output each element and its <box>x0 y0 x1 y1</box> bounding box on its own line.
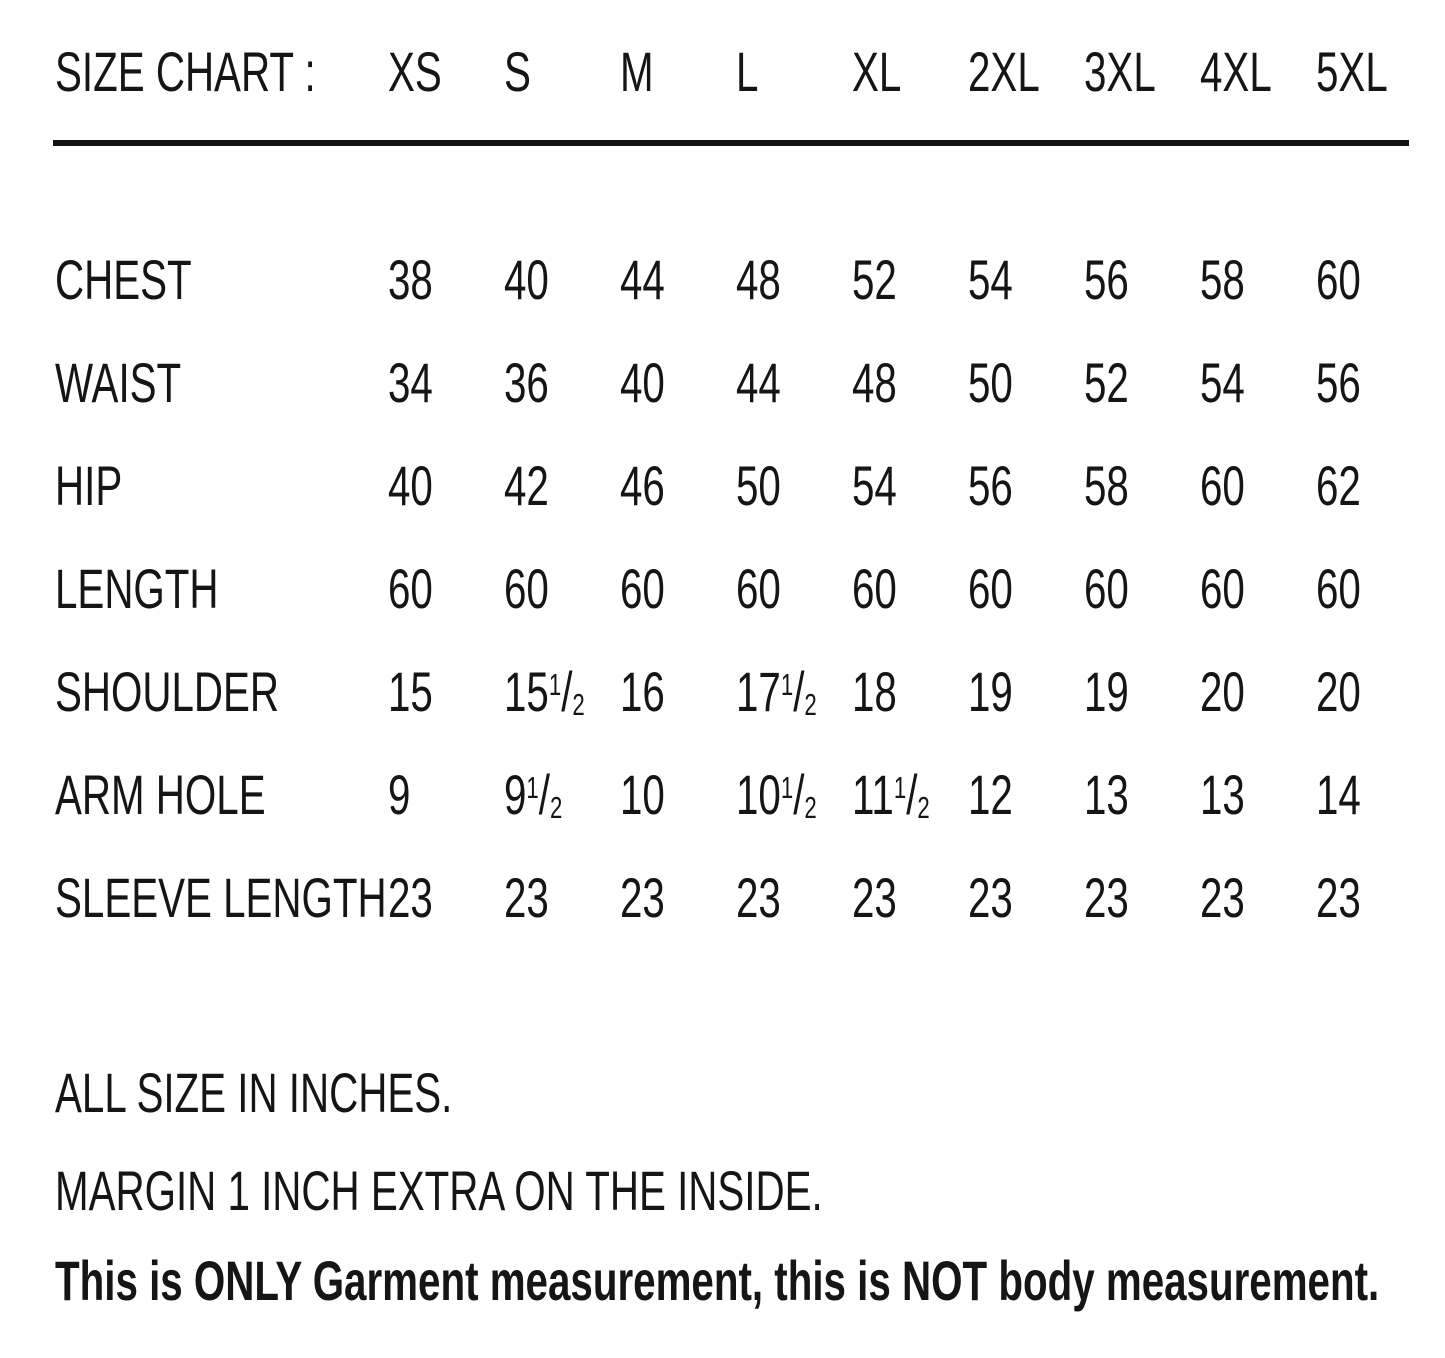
cell-arm-hole-m <box>620 743 736 846</box>
cell-waist-4xl <box>1200 331 1316 434</box>
cell-shoulder-2xl <box>968 640 1084 743</box>
cell-length-xl-text: 60 <box>852 556 897 620</box>
cell-shoulder-4xl <box>1200 640 1316 743</box>
cell-arm-hole-4xl-text: 13 <box>1200 762 1245 826</box>
cell-waist-m <box>620 331 736 434</box>
cell-shoulder-xs-text: 15 <box>388 659 433 723</box>
cell-length-5xl <box>1316 537 1432 640</box>
cell-length-3xl-text: 60 <box>1084 556 1129 620</box>
cell-shoulder-3xl-text: 19 <box>1084 659 1129 723</box>
cell-shoulder-l <box>736 640 852 743</box>
row-label-hip <box>55 434 388 537</box>
cell-length-2xl <box>968 537 1084 640</box>
cell-hip-2xl-text: 56 <box>968 453 1013 517</box>
cell-length-4xl-text: 60 <box>1200 556 1245 620</box>
cell-arm-hole-xs-text: 9 <box>388 762 411 826</box>
col-header-xs-text: XS <box>388 40 442 104</box>
cell-arm-hole-2xl <box>968 743 1084 846</box>
cell-sleeve-length-4xl <box>1200 846 1316 949</box>
row-label-sleeve-length-text: SLEEVE LENGTH <box>55 865 387 929</box>
col-header-4xl <box>1200 28 1316 116</box>
col-header-3xl <box>1084 28 1200 116</box>
cell-arm-hole-xs <box>388 743 504 846</box>
cell-arm-hole-4xl <box>1200 743 1316 846</box>
col-header-5xl-text: 5XL <box>1316 40 1388 104</box>
cell-arm-hole-5xl <box>1316 743 1432 846</box>
cell-sleeve-length-3xl-text: 23 <box>1084 865 1129 929</box>
col-header-xl-text: XL <box>852 40 902 104</box>
cell-waist-xs <box>388 331 504 434</box>
cell-arm-hole-3xl <box>1084 743 1200 846</box>
cell-shoulder-2xl-text: 19 <box>968 659 1013 723</box>
cell-sleeve-length-2xl-text: 23 <box>968 865 1013 929</box>
cell-chest-3xl-text: 56 <box>1084 247 1129 311</box>
cell-hip-xs <box>388 434 504 537</box>
cell-length-5xl-text: 60 <box>1316 556 1361 620</box>
cell-sleeve-length-m <box>620 846 736 949</box>
cell-waist-l-text: 44 <box>736 350 781 414</box>
row-label-arm-hole <box>55 743 388 846</box>
cell-sleeve-length-xl-text: 23 <box>852 865 897 929</box>
cell-sleeve-length-xs <box>388 846 504 949</box>
cell-chest-xl <box>852 228 968 331</box>
cell-length-s <box>504 537 620 640</box>
row-label-chest-text: CHEST <box>55 247 192 311</box>
cell-arm-hole-xl-text: $11^1/2$ <box>852 762 930 826</box>
cell-waist-4xl-text: 54 <box>1200 350 1245 414</box>
cell-length-l <box>736 537 852 640</box>
cell-arm-hole-xl <box>852 743 968 846</box>
note-all-sizes-in-inches <box>55 1050 607 1135</box>
cell-sleeve-length-m-text: 23 <box>620 865 665 929</box>
cell-hip-l-text: 50 <box>736 453 781 517</box>
cell-waist-l <box>736 331 852 434</box>
cell-sleeve-length-5xl-text: 23 <box>1316 865 1361 929</box>
size-table <box>55 228 1432 949</box>
cell-chest-s <box>504 228 620 331</box>
cell-shoulder-m-text: 16 <box>620 659 665 723</box>
divider-line <box>53 140 1409 146</box>
cell-chest-2xl <box>968 228 1084 331</box>
cell-sleeve-length-s-text: 23 <box>504 865 549 929</box>
row-label-sleeve-length <box>55 846 388 949</box>
cell-hip-5xl-text: 62 <box>1316 453 1361 517</box>
cell-shoulder-4xl-text: 20 <box>1200 659 1245 723</box>
row-label-shoulder <box>55 640 388 743</box>
cell-chest-3xl <box>1084 228 1200 331</box>
col-header-s <box>504 28 620 116</box>
cell-waist-xl-text: 48 <box>852 350 897 414</box>
cell-shoulder-3xl <box>1084 640 1200 743</box>
cell-arm-hole-2xl-text: 12 <box>968 762 1013 826</box>
cell-sleeve-length-xl <box>852 846 968 949</box>
row-label-arm-hole-text: ARM HOLE <box>55 762 266 826</box>
note-garment-text: This is ONLY Garment measurement, this is NOT body measurement. <box>55 1248 1380 1312</box>
size-chart-title-text: SIZE CHART : <box>55 40 316 104</box>
col-header-5xl <box>1316 28 1432 116</box>
cell-waist-5xl <box>1316 331 1432 434</box>
cell-arm-hole-l-text: $10^1/2$ <box>736 762 817 826</box>
cell-chest-xs-text: 38 <box>388 247 433 311</box>
cell-waist-5xl-text: 56 <box>1316 350 1361 414</box>
cell-arm-hole-m-text: 10 <box>620 762 665 826</box>
cell-length-m-text: 60 <box>620 556 665 620</box>
col-header-xl <box>852 28 968 116</box>
cell-chest-xs <box>388 228 504 331</box>
col-header-2xl <box>968 28 1084 116</box>
cell-sleeve-length-4xl-text: 23 <box>1200 865 1245 929</box>
cell-hip-2xl <box>968 434 1084 537</box>
cell-length-l-text: 60 <box>736 556 781 620</box>
cell-waist-xl <box>852 331 968 434</box>
size-chart-title <box>55 28 388 116</box>
cell-shoulder-s <box>504 640 620 743</box>
cell-shoulder-m <box>620 640 736 743</box>
cell-hip-m <box>620 434 736 537</box>
cell-hip-4xl <box>1200 434 1316 537</box>
row-label-hip-text: HIP <box>55 453 123 517</box>
cell-shoulder-xl-text: 18 <box>852 659 897 723</box>
cell-chest-l-text: 48 <box>736 247 781 311</box>
cell-waist-3xl-text: 52 <box>1084 350 1129 414</box>
cell-hip-s <box>504 434 620 537</box>
cell-hip-5xl <box>1316 434 1432 537</box>
note-margin-extra <box>55 1148 1121 1233</box>
cell-hip-xl <box>852 434 968 537</box>
cell-waist-3xl <box>1084 331 1200 434</box>
note-all-sizes-text: ALL SIZE IN INCHES. <box>55 1060 453 1124</box>
cell-chest-m <box>620 228 736 331</box>
note-garment-measurement <box>55 1238 1445 1323</box>
cell-waist-s <box>504 331 620 434</box>
cell-arm-hole-5xl-text: 14 <box>1316 762 1361 826</box>
cell-chest-5xl <box>1316 228 1432 331</box>
cell-chest-4xl <box>1200 228 1316 331</box>
cell-sleeve-length-s <box>504 846 620 949</box>
cell-waist-m-text: 40 <box>620 350 665 414</box>
note-margin-text: MARGIN 1 INCH EXTRA ON THE INSIDE. <box>55 1158 823 1222</box>
col-header-4xl-text: 4XL <box>1200 40 1272 104</box>
cell-length-2xl-text: 60 <box>968 556 1013 620</box>
cell-length-xs-text: 60 <box>388 556 433 620</box>
cell-sleeve-length-xs-text: 23 <box>388 865 433 929</box>
cell-length-3xl <box>1084 537 1200 640</box>
row-label-waist-text: WAIST <box>55 350 182 414</box>
cell-sleeve-length-l <box>736 846 852 949</box>
row-label-waist <box>55 331 388 434</box>
cell-chest-xl-text: 52 <box>852 247 897 311</box>
col-header-m-text: M <box>620 40 654 104</box>
col-header-3xl-text: 3XL <box>1084 40 1156 104</box>
cell-hip-l <box>736 434 852 537</box>
cell-length-4xl <box>1200 537 1316 640</box>
cell-shoulder-s-text: $15^1/2$ <box>504 659 585 723</box>
cell-waist-xs-text: 34 <box>388 350 433 414</box>
cell-chest-l <box>736 228 852 331</box>
row-label-length <box>55 537 388 640</box>
col-header-m <box>620 28 736 116</box>
cell-waist-2xl-text: 50 <box>968 350 1013 414</box>
cell-chest-2xl-text: 54 <box>968 247 1013 311</box>
col-header-l-text: L <box>736 40 759 104</box>
cell-arm-hole-s <box>504 743 620 846</box>
cell-shoulder-5xl-text: 20 <box>1316 659 1361 723</box>
cell-hip-3xl-text: 58 <box>1084 453 1129 517</box>
cell-waist-s-text: 36 <box>504 350 549 414</box>
cell-hip-4xl-text: 60 <box>1200 453 1245 517</box>
cell-chest-m-text: 44 <box>620 247 665 311</box>
cell-shoulder-l-text: $17^1/2$ <box>736 659 817 723</box>
row-label-shoulder-text: SHOULDER <box>55 659 280 723</box>
cell-length-xs <box>388 537 504 640</box>
cell-chest-s-text: 40 <box>504 247 549 311</box>
cell-hip-m-text: 46 <box>620 453 665 517</box>
cell-sleeve-length-l-text: 23 <box>736 865 781 929</box>
col-header-l <box>736 28 852 116</box>
col-header-2xl-text: 2XL <box>968 40 1040 104</box>
cell-length-m <box>620 537 736 640</box>
cell-length-xl <box>852 537 968 640</box>
row-label-chest <box>55 228 388 331</box>
cell-chest-4xl-text: 58 <box>1200 247 1245 311</box>
col-header-s-text: S <box>504 40 531 104</box>
cell-arm-hole-3xl-text: 13 <box>1084 762 1129 826</box>
cell-hip-s-text: 42 <box>504 453 549 517</box>
cell-hip-xl-text: 54 <box>852 453 897 517</box>
cell-shoulder-xs <box>388 640 504 743</box>
cell-shoulder-xl <box>852 640 968 743</box>
cell-sleeve-length-3xl <box>1084 846 1200 949</box>
cell-arm-hole-s-text: $9^1/2$ <box>504 762 563 826</box>
cell-waist-2xl <box>968 331 1084 434</box>
cell-sleeve-length-2xl <box>968 846 1084 949</box>
cell-arm-hole-l <box>736 743 852 846</box>
cell-sleeve-length-5xl <box>1316 846 1432 949</box>
col-header-xs <box>388 28 504 116</box>
cell-hip-3xl <box>1084 434 1200 537</box>
cell-chest-5xl-text: 60 <box>1316 247 1361 311</box>
row-label-length-text: LENGTH <box>55 556 219 620</box>
cell-shoulder-5xl <box>1316 640 1432 743</box>
header-row <box>55 28 1432 116</box>
cell-length-s-text: 60 <box>504 556 549 620</box>
cell-hip-xs-text: 40 <box>388 453 433 517</box>
